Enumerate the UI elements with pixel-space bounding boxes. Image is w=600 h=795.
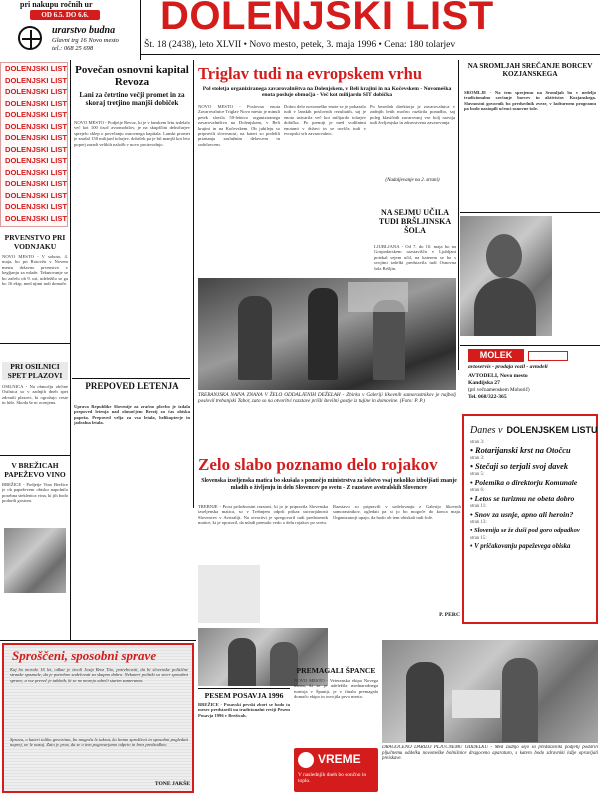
stamp-line: DOLENJSKI LIST <box>5 75 68 85</box>
article-graphic <box>198 565 260 623</box>
photo-caption-dragoceno: DRAGOCENO DARILO PLJUČNEMU ODDELKU - Med zadnjo sejo so predstavniki podjetij podarili pljučnemu oddelku novomeške bolnišnice dragoceno aparaturo, s katero bodo zdravniki lažje opravljali preiskave. <box>382 745 598 761</box>
wine-bottle-photo <box>4 528 66 593</box>
ad-company: AVTODELI, Novo mesto <box>468 373 528 379</box>
danes-item-page: stran 13: <box>470 520 487 525</box>
column-divider <box>193 60 194 508</box>
stamp-line: DOLENJSKI LIST <box>5 213 68 223</box>
right-rule <box>460 345 600 346</box>
ad-phone: Tel. 068/322-365 <box>468 394 507 400</box>
danes-heading <box>470 420 600 438</box>
masthead-rule <box>140 54 600 55</box>
left-rule <box>0 343 70 344</box>
article-pesem: BREŽICE - Posavski pevski zbori se bodo ta mesec predstavili na tradicionalni reviji Pesem Posavja 1996 v Brežicah. <box>198 702 290 718</box>
stamp-line: DOLENJSKI LIST <box>5 167 68 177</box>
column-divider <box>70 60 71 640</box>
stamp-line: DOLENJSKI LIST <box>5 179 68 188</box>
ad-address: Kandijska 27 <box>468 380 500 386</box>
headline-sromlje: NA SROMLJAH SREČANJE BORCEV KOZJANSKEGA <box>467 62 593 79</box>
bottom-rule <box>198 688 290 689</box>
commentary-signature: TONE JAKŠE <box>154 781 190 787</box>
danes-item-page: stran 5: <box>470 472 485 477</box>
title-stamp-block <box>0 62 68 227</box>
headline-prvenstvo: PRVENSTVO PRI VODNJAKU <box>4 233 66 251</box>
stamp-line: DOLENJSKI LIST <box>5 110 68 119</box>
subhead-revoz: Lani za četrtino večji promet in za skoraj tretjino manjši dobiček <box>79 91 185 107</box>
deck-rojakov: Slovenska izseljenska matica bo skušala s pomočjo ministrstva za šolstvo vsaj nekoliko izboljšati znanje mladih o življenju in delu Slovencev po svetu - Z razstave avstralskih Slovencev <box>201 478 457 491</box>
article-triglav-col1: NOVO MESTO - Poslovna enota Zavarovalnice Triglav Novo mesto je minuli petek slavila 50-letnico organiziranega zavarovalništva na Dolenjskem, v Beli krajini in na Kočevskem. Ob jubileju so pripravili slovesnost, na kateri so podelili priznanja zaslužnim delavcem in sodelavcem. <box>198 104 280 147</box>
headline-papezevo-vino: V BREŽICAH PAPEŽEVO VINO <box>4 461 66 479</box>
bottom-rule <box>0 640 196 641</box>
molek-ad[interactable] <box>468 349 578 409</box>
commentary-text-2: Sprava, o kateri toliko govorimo, bo mogoča le takrat, ko bomo sproščeni in sposobni pogledati naprej, ne le nazaj. Zato je prav, da se o tem pogovarjamo odprto in brez predsodkov. <box>10 737 188 748</box>
ad-tagline: avtoservis - prodaja vozil - avtodeli <box>468 364 548 370</box>
stamp-line: DOLENJSKI LIST <box>5 121 68 131</box>
danes-item-text: • Stečaji so terjali svoj davek <box>470 462 569 471</box>
author-perc: P. PERC <box>439 612 460 618</box>
article-prvenstvo: NOVO MESTO - V soboto, 4. maja, bo pri Rotovžu v Novem mestu državno prvenstvo v kegljanju za mlade. Tekmovanje se bo začelo ob 9. uri, udeležilo se ga bo 16 ekip, med njimi tudi domače. <box>2 254 68 287</box>
stamp-line: DOLENJSKI LIST <box>5 202 68 211</box>
article-rojakov-col1: TREBNJE - Prost priložnostni razstavi, ki jo je pripravila Slovenska izseljenska matica, so v Trebnjem odprli prikaz ustvarjalnosti Slovencev v Avstraliji. Na otvoritvi je spregovoril tudi predstavnik matice, ki je opozoril, da mladi premalo vedo o delu rojakov po svetu. <box>198 504 328 526</box>
commentary-box <box>2 643 194 793</box>
weather-text: V naslednjih dneh bo sončno in toplo. <box>298 772 367 785</box>
continued-note: (Nadaljevanje na 2. strani) <box>385 178 440 183</box>
danes-item-text: • Letos se turizmu ne obeta dobro <box>470 494 575 503</box>
commentary-headline: Sproščeni, sposobni sprave <box>12 648 157 663</box>
stamp-line: DOLENJSKI LIST <box>5 190 68 200</box>
danes-item-text: • Slovenija se že duši pod goro odpadkov <box>470 527 580 534</box>
danes-item-page: stran 6: <box>470 488 485 493</box>
column-divider <box>458 60 459 370</box>
headline-sejem: NA SEJMU UČILA TUDI BRŠLJINSKA ŠOLA <box>378 208 452 235</box>
weather-sun-icon <box>298 752 314 768</box>
article-revoz: NOVO MESTO - Podjetje Revoz, ki je v lanskem letu izdelalo več kot 100 tisoč avtomobilov, je na skupščini delničarjev sprejelo sklep o povečanju osnovnega kapitala. Lanski promet je znašal 150 milijard tolarjev, dobiček pa je bil manjši kot leto poprej zaradi velikih naložb v novo proizvodnjo. <box>74 120 190 147</box>
article-premagali: NOVO MESTO - Veteranska ekipa Novega mesta, ki se je udeležila mednarodnega turnirja v Španiji, je v finalu premagala domačo ekipo in osvojila prvo mesto. <box>294 678 378 700</box>
danes-list <box>470 440 598 552</box>
danes-item[interactable] <box>470 472 598 488</box>
stamp-line: DOLENJSKI LIST <box>5 87 68 96</box>
danes-item[interactable] <box>470 520 598 536</box>
deck-triglav: Pol stoletja organiziranega zavarovalništva na Dolenjskem, v Beli krajini in na Kočevskem - Novomeška enota posluje območja - Več kot milijardo SIT dobička <box>202 86 452 99</box>
danes-box <box>462 414 598 624</box>
col2-rule <box>72 378 190 379</box>
article-rojakov-col2: Razstavo so pripravili v sodelovanju z Galerijo likovnih samorastnikov, ogledati pa si jo bo mogoče do konca maja. Organizatorji upajo, da bodo ob tem obiskali tudi šole. <box>333 504 461 520</box>
danes-item-page: stran 3: <box>470 456 485 461</box>
danes-item-text: • Polemika o direktorju Komunale <box>470 478 578 487</box>
stamp-line: DOLENJSKI LIST <box>5 144 68 154</box>
danes-item-text: • V pričakovanju papeževega obiska <box>470 543 571 550</box>
danes-item-page: stran 15: <box>470 536 487 541</box>
headline-revoz: Povečan osnovni kapital Revoza <box>75 64 189 88</box>
stamp-line: DOLENJSKI LIST <box>5 156 68 165</box>
danes-item[interactable] <box>470 440 598 456</box>
danes-item[interactable] <box>470 536 598 552</box>
promo-dates: OD 6.5. DO 6.6. <box>30 10 100 20</box>
shop-address: Glavni trg 16 Novo mesto <box>52 37 119 44</box>
danes-item-page: stran 3: <box>470 440 485 445</box>
headline-rojakov: Zelo slabo poznamo delo rojakov <box>198 455 438 474</box>
promo-line: pri nakupu ročnih ur <box>20 0 93 9</box>
stamp-line: DOLENJSKI LIST <box>5 98 68 108</box>
headline-prepoved: PREPOVED LETENJA <box>85 381 179 391</box>
danes-heading-name: DOLENJSKEM LISTU <box>506 425 598 435</box>
right-rule <box>460 212 600 213</box>
ad-address2: (pri večnamenskem Mohorič) <box>468 387 530 393</box>
danes-item[interactable] <box>470 504 598 520</box>
left-rule <box>0 455 70 456</box>
danes-item-text: • Snov za usnje, apno ali heroin? <box>470 510 574 519</box>
article-prepoved: Uprava Republike Slovenije za zračno plovbo je izdala prepoved letenja nad območjem Brezij za čas obiska papeža. Prepoved velja za vsa letala, helikopterje in jadralna letala. <box>74 404 190 426</box>
newspaper-title: DOLENJSKI LIST <box>160 0 494 38</box>
headline-premagali: PREMAGALI ŠPANCE <box>296 666 376 675</box>
article-papezevo-vino: BREŽICE - Podjetje Vino Brežice je ob papeževem obisku napolnilo posebna steklenica vina, ki jih bodo podarili gostom. <box>2 482 68 504</box>
stamp-line: DOLENJSKI LIST <box>5 133 68 142</box>
danes-heading-prefix: Danes v <box>470 425 503 436</box>
headline-pesem: PESEM POSAVJA 1996 <box>204 691 284 700</box>
shop-name: urarstvo budna <box>52 25 116 36</box>
article-triglav-col2: Dobro delo novomeške enote se je pokazalo tudi v lanskih poslovnih rezultatih, saj je enota ustvarila več kot milijardo tolarjev dobička. Po premiji je med vodilnimi enotami v državi in se uvršča tudi v evropski vrh zavarovalnic. <box>284 104 366 137</box>
shop-phone: tel.: 068 25 698 <box>52 45 94 52</box>
article-sejem: LJUBLJANA - Od 7. do 10. maja bo na Gospodarskem razstavišču v Ljubljani potekal sejem učil, na katerem se bo s svojimi izdelki predstavila tudi Osnovna šola Bršljin. <box>374 244 456 271</box>
headline-triglav: Triglav tudi na evropskem vrhu <box>198 64 422 83</box>
stamp-line: DOLENJSKI LIST <box>5 64 68 73</box>
danes-item[interactable] <box>470 456 598 472</box>
watch-shop-ad[interactable] <box>0 0 138 60</box>
headline-osilnica: PRI OSILNICI SPET PLAZOVI <box>2 362 68 380</box>
danes-item-page: stran 11: <box>470 504 487 509</box>
lung-department-photo <box>382 640 598 743</box>
portrait-photo <box>460 216 552 336</box>
article-sromlje: SROMLJE - Na tem sprejemu na Sromljah bo v nedeljo tradicionalno srečanje borcev in aktivistov Kozjanskega. Slavnostni govornik bo predsednik zveze, v kulturnem programu pa bodo nastopili učenci osnovne šole. <box>464 90 596 112</box>
molek-logo: MOLEK <box>468 349 524 362</box>
weather-label: VREME <box>318 752 361 766</box>
article-triglav-col3: Po besedah direktorja je zavarovalnica v zadnjih letih močno razširila ponudbo, saj poleg klasičnih zavarovanj vse bolj razvija tudi življenjska in zdravstvena zavarovanja. <box>370 104 455 126</box>
commentary-text: Kaj bo moralo 16 let, odkar je izvoli Josip Broz Tito, potrebovati, da bi slovenske politične stranke spoznale, da je potrebno sodelovati za skupno dobro. Nekateri politiki so sicer sposobni sprave, a vse preveč je takšnih, ki se ne morejo odreči starim zamerama. <box>10 667 188 683</box>
car-logo-icon <box>528 351 568 361</box>
issue-line: Št. 18 (2438), leto XLVII • Novo mesto, petek, 3. maja 1996 • Cena: 180 tolarjev <box>144 39 456 50</box>
danes-item[interactable] <box>470 488 598 504</box>
watch-logo-icon <box>18 26 42 50</box>
photo-caption-naiva: TREBANJSKA NAIVA ZNANA V ŽELO ODDALJENIH DEŽELAH - Zbirka v Galeriji likovnih samorastnikov je najbolj poslovil trebanjski Tabor, zato so na otvoritvi razstave prišli številni gostje iz tujine in domovine. (Foto: P. P.) <box>198 392 456 404</box>
weather-box <box>294 748 378 792</box>
danes-item-text: • Rotarijanski krst na Otočcu <box>470 446 571 455</box>
article-osilnica: OSILNICA - Na območju občine Osilnica so v zadnjih dneh spet zdrsnili plazovi, ki ogrožajo ceste in hiše. Škoda še ni ocenjena. <box>2 384 68 406</box>
